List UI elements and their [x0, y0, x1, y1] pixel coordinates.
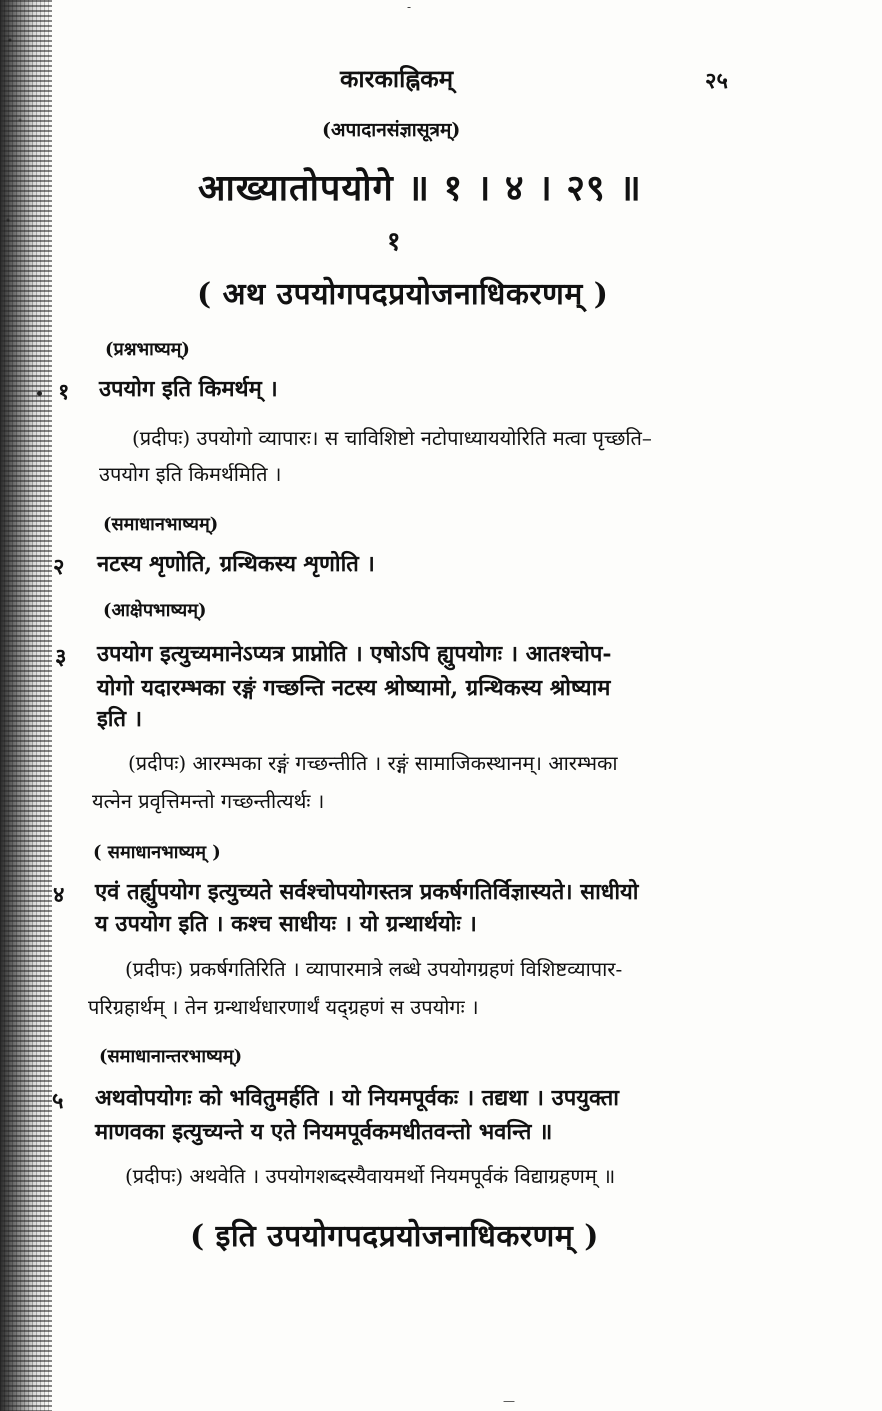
block-label: ( समाधानभाष्यम् ) [93, 842, 221, 863]
bottom-mark: — [503, 1394, 515, 1408]
pradipa-line: परिग्रहार्थम् । तेन ग्रन्थार्थधारणार्थं यद्ग्रहणं स उपयोगः । [88, 995, 479, 1019]
block-label: (प्रश्नभाष्यम्) [105, 339, 190, 360]
block-number: २ [53, 554, 65, 580]
block-label: (समाधानान्तरभाष्यम्) [99, 1046, 243, 1067]
bhashya-line: उपयोग इत्युच्यमानेऽप्यत्र प्राप्नोति । एषोऽपि ह्युपयोगः । आतश्चोप- [97, 641, 612, 667]
pradipa-line: (प्रदीपः) आरम्भका रङ्गं गच्छन्तीति । रङ्गं सामाजिकस्थानम्। आरम्भका [128, 751, 618, 775]
bhashya-line: य उपयोग इति । कश्च साधीयः । यो ग्रन्थार्थयोः । [95, 911, 477, 937]
book-spine-shadow [0, 0, 52, 1411]
pradipa-line: (प्रदीपः) प्रकर्षगतिरिति । व्यापारमात्रे लब्धे उपयोगग्रहणं विशिष्टव्यापार- [125, 957, 623, 981]
bhashya-line: अथवोपयोगः को भवितुमर्हति । यो नियमपूर्वकः । तद्यथा । उपयुक्ता [95, 1085, 619, 1111]
bhashya-line: उपयोग इति किमर्थम् । [99, 376, 278, 402]
pradipa-line: (प्रदीपः) अथवेति । उपयोगशब्दस्यैवायमर्थो नियमपूर्वकं विद्याग्रहणम् ॥ [125, 1164, 616, 1188]
block-number: ३ [55, 644, 67, 670]
closing-heading: ( इति उपयोगपदप्रयोजनाधिकरणम् ) [190, 1219, 599, 1254]
adhikarana-heading: ( अथ उपयोगपदप्रयोजनाधिकरणम् ) [197, 277, 609, 312]
top-mark: - [407, 0, 412, 14]
bhashya-line: योगो यदारम्भका रङ्गं गच्छन्ति नटस्य श्रोष्यामो, ग्रन्थिकस्य श्रोष्याम [97, 675, 611, 701]
block-number: १ [58, 379, 70, 405]
bhashya-line: माणवका इत्युच्यन्ते य एते नियमपूर्वकमधीतवन्तो भवन्ति ॥ [95, 1119, 553, 1145]
section-number: १ [387, 227, 401, 257]
sutra-type-label: (अपादानसंज्ञासूत्रम्) [322, 119, 461, 141]
pradipa-line: उपयोग इति किमर्थमिति । [99, 462, 282, 486]
block-label: (आक्षेपभाष्यम्) [103, 600, 207, 621]
bhashya-line: नटस्य शृणोति, ग्रन्थिकस्य शृणोति । [97, 551, 375, 577]
bhashya-line: इति । [97, 706, 143, 732]
pradipa-line: (प्रदीपः) उपयोगो व्यापारः। स चाविशिष्टो नटोपाध्याययोरिति मत्वा पृच्छति– [132, 426, 652, 450]
block-number: ५ [52, 1088, 64, 1114]
block-label: (समाधानभाष्यम्) [103, 514, 219, 535]
page-number: २५ [705, 68, 728, 94]
bhashya-line: एवं तर्ह्युपयोग इत्युच्यते सर्वश्चोपयोगस्तत्र प्रकर्षगतिर्विज्ञास्यते। साधीयो [95, 879, 639, 905]
pradipa-line: यत्नेन प्रवृत्तिमन्तो गच्छन्तीत्यर्थः । [92, 789, 325, 813]
sutra-title: आख्यातोपयोगे ॥ १ । ४ । २९ ॥ [198, 167, 642, 209]
block-number: ४ [53, 882, 65, 908]
page-speck [37, 391, 42, 396]
running-head: कारकाह्निकम् [340, 64, 454, 93]
